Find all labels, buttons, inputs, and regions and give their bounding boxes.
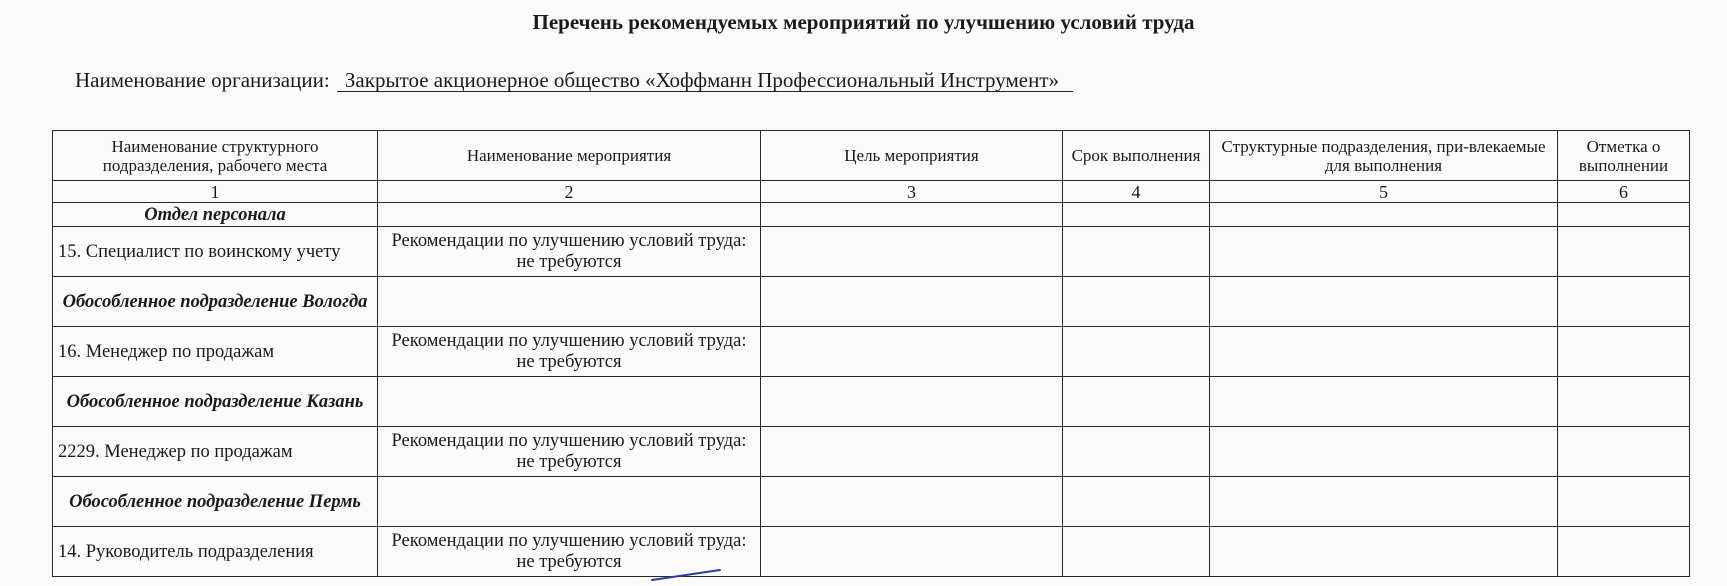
- header-goal: Цель мероприятия: [761, 131, 1063, 181]
- workplace-name: 14. Руководитель подразделения: [53, 527, 378, 577]
- goal-cell: [761, 477, 1063, 527]
- departments-cell: [1210, 277, 1558, 327]
- header-completion-mark: Отметка о выполнении: [1558, 131, 1690, 181]
- measure-cell: [378, 203, 761, 227]
- column-number: 2: [378, 181, 761, 203]
- measure-cell: [378, 477, 761, 527]
- departments-cell: [1210, 203, 1558, 227]
- document-title: Перечень рекомендуемых мероприятий по улучшению условий труда: [532, 10, 1195, 34]
- organization-name: Закрытое акционерное общество «Хоффманн Профессиональный Инструмент»: [337, 69, 1073, 92]
- workplace-name: 16. Менеджер по продажам: [53, 327, 378, 377]
- column-number: 6: [1558, 181, 1690, 203]
- goal-cell: [761, 427, 1063, 477]
- measure-cell: [378, 377, 761, 427]
- table-header-row: [53, 131, 1690, 181]
- pen-stroke-mark: [650, 567, 722, 583]
- completion-mark-cell: [1558, 477, 1690, 527]
- workplace-name: 15. Специалист по воинскому учету: [53, 227, 378, 277]
- completion-mark-cell: [1558, 377, 1690, 427]
- deadline-cell: [1063, 277, 1210, 327]
- completion-mark-cell: [1558, 327, 1690, 377]
- column-number-row: [53, 181, 1690, 203]
- deadline-cell: [1063, 377, 1210, 427]
- table-row: [53, 327, 1690, 377]
- goal-cell: [761, 203, 1063, 227]
- measure-cell: [378, 277, 761, 327]
- deadline-cell: [1063, 527, 1210, 577]
- deadline-cell: [1063, 427, 1210, 477]
- goal-cell: [761, 377, 1063, 427]
- goal-cell: [761, 327, 1063, 377]
- table-row: [53, 227, 1690, 277]
- departments-cell: [1210, 427, 1558, 477]
- measure-cell: Рекомендации по улучшению условий труда: не требуются: [378, 227, 761, 277]
- section-name: Обособленное подразделение Пермь: [53, 477, 378, 527]
- goal-cell: [761, 527, 1063, 577]
- workplace-name: 2229. Менеджер по продажам: [53, 427, 378, 477]
- completion-mark-cell: [1558, 277, 1690, 327]
- measure-cell: Рекомендации по улучшению условий труда: не требуются: [378, 427, 761, 477]
- table-row: [53, 277, 1690, 327]
- measure-cell: Рекомендации по улучшению условий труда: не требуются: [378, 327, 761, 377]
- table-row: [53, 203, 1690, 227]
- organization-label: Наименование организации:: [75, 68, 330, 92]
- deadline-cell: [1063, 477, 1210, 527]
- deadline-cell: [1063, 203, 1210, 227]
- departments-cell: [1210, 377, 1558, 427]
- section-name: Отдел персонала: [53, 203, 378, 227]
- header-place: Наименование структурного подразделения, рабочего места: [53, 131, 378, 181]
- column-number: 1: [53, 181, 378, 203]
- measures-table: [52, 130, 1690, 577]
- header-departments: Структурные подразделения, при-влекаемые для выполнения: [1210, 131, 1558, 181]
- column-number: 3: [761, 181, 1063, 203]
- completion-mark-cell: [1558, 227, 1690, 277]
- table-row: [53, 527, 1690, 577]
- column-number: 4: [1063, 181, 1210, 203]
- organization-line: [75, 68, 1073, 93]
- table-row: [53, 427, 1690, 477]
- goal-cell: [761, 277, 1063, 327]
- table-row: [53, 477, 1690, 527]
- completion-mark-cell: [1558, 527, 1690, 577]
- table-row: [53, 377, 1690, 427]
- departments-cell: [1210, 227, 1558, 277]
- header-deadline: Срок выполнения: [1063, 131, 1210, 181]
- section-name: Обособленное подразделение Вологда: [53, 277, 378, 327]
- departments-cell: [1210, 327, 1558, 377]
- measure-cell: Рекомендации по улучшению условий труда: не требуются: [378, 527, 761, 577]
- departments-cell: [1210, 477, 1558, 527]
- completion-mark-cell: [1558, 203, 1690, 227]
- column-number: 5: [1210, 181, 1558, 203]
- deadline-cell: [1063, 227, 1210, 277]
- section-name: Обособленное подразделение Казань: [53, 377, 378, 427]
- header-measure: Наименование мероприятия: [378, 131, 761, 181]
- completion-mark-cell: [1558, 427, 1690, 477]
- goal-cell: [761, 227, 1063, 277]
- departments-cell: [1210, 527, 1558, 577]
- deadline-cell: [1063, 327, 1210, 377]
